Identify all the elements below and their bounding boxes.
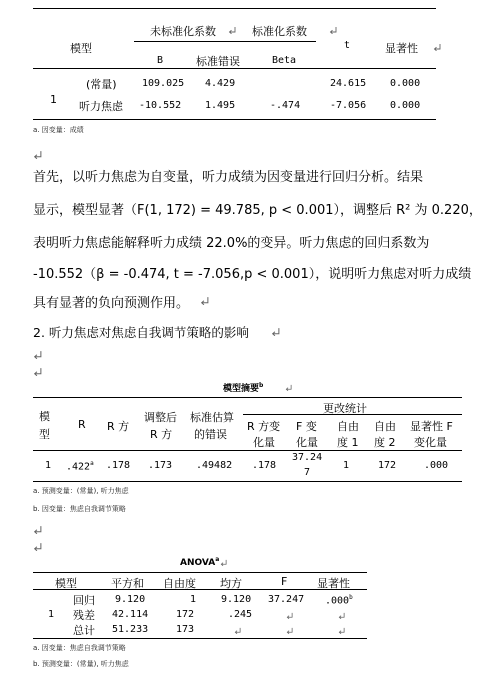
cell-se: 1.495 [205,100,236,111]
cell-b: 109.025 [142,78,185,89]
table-note: a. 因变量：焦虑自我调节策略 [33,644,126,652]
table-top-rule [33,397,462,398]
table-note: b. 因变量：焦虑自我调节策略 [33,505,126,513]
cell-se: 4.429 [205,78,236,89]
col-df-header: 自由度 [163,577,196,590]
paragraph-line: 具有显著的负向预测作用。 [33,296,190,311]
paragraph-line: 显示，模型显著（F(1, 172) = 49.785, p < 0.001），调整后 R² 为 0.220， [33,203,482,218]
paragraph-mark-icon [329,26,337,34]
col-adj-r2-header: R 方 [150,428,173,441]
col-df2-header: 自由 [374,420,396,433]
table-top-rule [33,572,367,573]
col-sig-header: 显著性 [385,42,418,55]
paragraph-mark-icon [33,350,42,359]
cell-t: -7.056 [330,100,367,111]
row-label: 总计 [73,624,95,637]
table-title: ANOVA$^a$ [180,556,220,568]
paragraph-mark-icon [338,612,345,619]
col-r-header: R [78,418,86,431]
model-number: 1 [48,609,55,620]
cell-sig: 0.000 [390,78,421,89]
table-title: 模型摘要$^b$ [223,382,264,394]
cell-f-change: 7 [304,467,311,478]
model-number: 1 [50,93,57,106]
table-top-rule [33,8,436,9]
paragraph-mark-icon [234,627,241,634]
cell-ss: 51.233 [112,624,149,635]
paragraph-mark-icon [228,26,236,34]
header-sub-rule [134,41,316,42]
cell-r2-change: .178 [252,460,277,471]
table-note: a. 因变量：成绩 [33,126,84,134]
col-df2-header: 度 2 [374,436,396,449]
row-label: (常量) [86,78,117,91]
cell-sig: 0.000 [390,100,421,111]
cell-model: 1 [45,460,52,471]
row-label: 听力焦虑 [79,100,123,113]
paragraph-line: -10.552（β = -0.474, t = -7.056,p < 0.001），说明听力焦虑对听力成绩 [33,267,472,282]
cell-df: 173 [176,624,195,635]
cell-f: 37.247 [268,594,305,605]
col-df1-header: 度 1 [337,436,359,449]
paragraph-mark-icon [33,542,42,551]
cell-df: 1 [190,594,197,605]
col-ms-header: 均方 [220,577,242,590]
cell-t: 24.615 [330,78,367,89]
paragraph-mark-icon [33,150,42,159]
paragraph-mark-icon [200,296,209,305]
paragraph-mark-icon [285,384,292,391]
cell-se: .49482 [196,460,233,471]
paragraph-mark-icon [220,559,227,566]
cell-sig-f-change: .000 [424,460,449,471]
cell-ms: 9.120 [221,594,252,605]
col-sig-f-change-header: 变化量 [414,436,447,449]
col-ss-header: 平方和 [111,577,144,590]
col-se-header: 的错误 [194,428,227,441]
header-bottom-rule [33,450,462,451]
paragraph-mark-icon [338,627,345,634]
cell-ms: .245 [228,609,253,620]
table-bottom-rule [33,481,462,482]
col-se-header: 标准估算 [190,411,234,424]
paragraph-mark-icon [33,525,42,534]
cell-ss: 9.120 [115,594,146,605]
table-bottom-rule [33,119,436,120]
cell-df2: 172 [378,460,397,471]
col-sig-f-change-header: 显著性 F [410,420,453,433]
change-stats-header: 更改统计 [323,402,367,415]
col-f-change-header: 化量 [296,436,318,449]
paragraph-mark-icon [33,367,42,376]
paragraph-line: 表明听力焦虑能解释听力成绩 22.0%的变异。听力焦虑的回归系数为 [33,236,430,251]
table-note: a. 预测变量：(常量), 听力焦虑 [33,487,129,495]
cell-r2: .178 [106,460,131,471]
paragraph-line: 首先，以听力焦虑为自变量，听力成绩为因变量进行回归分析。结果 [33,170,424,185]
col-beta-header: Beta [272,55,297,66]
col-se-header: 标准错误 [196,55,240,68]
cell-beta: -.474 [270,100,301,111]
table-note: b. 预测变量：(常量), 听力焦虑 [33,660,129,668]
col-model-header: 模型 [70,42,92,55]
col-b-header: B [157,55,164,66]
col-std-header: 标准化系数 [252,25,307,38]
col-model-header: 模 [39,410,50,423]
cell-df: 172 [176,609,195,620]
col-r2-change-header: R 方变 [247,420,281,433]
col-unstd-header: 未标准化系数 [150,25,216,38]
cell-ss: 42.114 [112,609,149,620]
table-bottom-rule [33,638,367,639]
row-label: 回归 [73,594,95,607]
cell-sig: .000$^b$ [325,594,353,607]
col-r2-header: R 方 [107,420,130,433]
cell-f-change: 37.24 [292,452,323,463]
col-sig-header: 显著性 [317,577,350,590]
col-r2-change-header: 化量 [253,436,275,449]
row-label: 残差 [73,609,95,622]
col-df1-header: 自由 [337,420,359,433]
col-model-header: 型 [39,428,50,441]
cell-df1: 1 [343,460,350,471]
cell-b: -10.552 [139,100,182,111]
cell-adj-r2: .173 [148,460,173,471]
paragraph-mark-icon [286,627,293,634]
col-model-header: 模型 [55,577,77,590]
paragraph-mark-icon [433,43,441,51]
col-t-header: t [344,40,351,51]
paragraph-mark-icon [271,327,280,336]
section-heading: 2. 听力焦虑对焦虑自我调节策略的影响 [33,325,249,340]
col-f-header: F [281,575,288,588]
col-adj-r2-header: 调整后 [144,411,177,424]
paragraph-mark-icon [286,612,293,619]
cell-r: .422$^a$ [66,460,94,473]
col-f-change-header: F 变 [296,420,317,433]
